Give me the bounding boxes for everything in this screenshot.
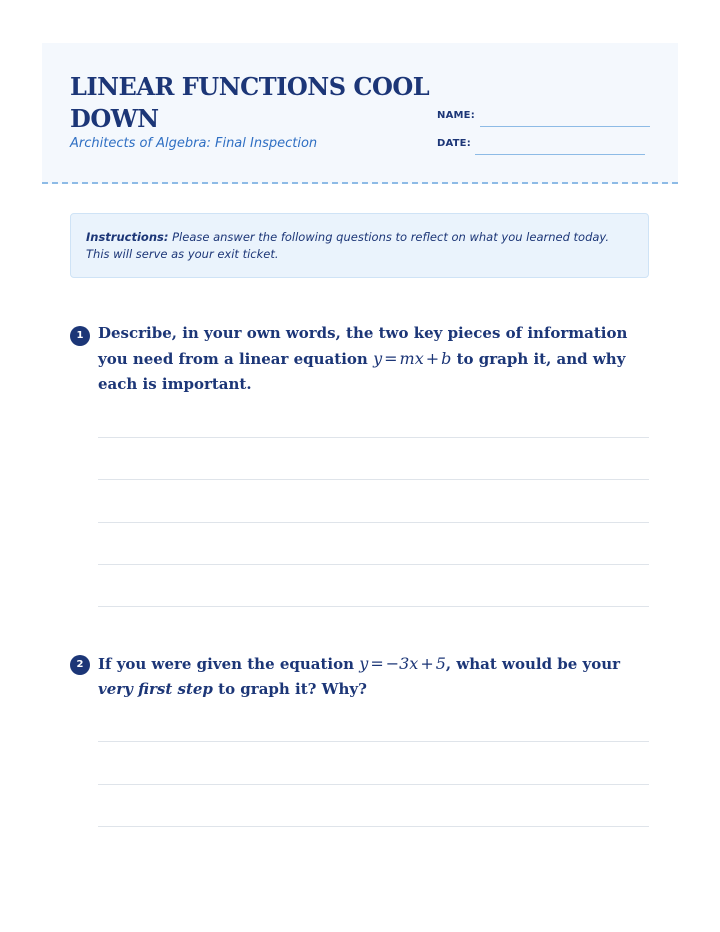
question-text-part: , what would be your [445,655,621,673]
equation-term: 5 [435,654,446,673]
question-text-part: Describe, in your own words, the two key pieces of information you need from a linear equation [98,324,628,368]
answer-line[interactable] [98,479,649,480]
equation-term: mx [399,349,424,368]
equation-plus: + [420,654,434,673]
question-number-badge: 1 [70,326,90,346]
date-field[interactable] [475,154,645,155]
question-text-part: If you were given the equation [98,655,360,673]
equation-term: b [441,349,452,368]
instructions-text: Please answer the following questions to reflect on what you learned today. This will serve as your exit ticket. [86,230,609,261]
question-number-badge: 2 [70,655,90,675]
answer-line[interactable] [98,437,649,438]
date-label: DATE: [437,138,471,149]
answer-line[interactable] [98,522,649,523]
answer-line[interactable] [98,741,649,742]
question-text [98,321,654,397]
equation [359,654,446,673]
instructions-lead: Instructions: [86,230,169,244]
equation [373,349,451,368]
answer-line[interactable] [98,564,649,565]
equation-term: −3x [385,654,419,673]
question-text-part: to graph it, and why each is important. [98,350,626,393]
answer-line[interactable] [98,826,649,827]
question-emphasis: very first step [98,680,213,698]
equation-lhs: y [373,349,383,368]
answer-line[interactable] [98,784,649,785]
question-text-part: to graph it? Why? [212,680,367,698]
page-subtitle: Architects of Algebra: Final Inspection [70,136,318,151]
equation-equals: = [370,654,384,673]
equation-lhs: y [359,654,369,673]
equation-plus: + [425,349,440,368]
worksheet-header [42,43,678,184]
question-text [98,651,654,702]
name-label: NAME: [437,110,475,121]
answer-line[interactable] [98,606,649,607]
name-field[interactable] [480,126,650,127]
page-title: LINEAR FUNCTIONS COOL DOWN [70,72,430,133]
equation-equals: = [384,349,398,368]
instructions-box [70,213,649,278]
